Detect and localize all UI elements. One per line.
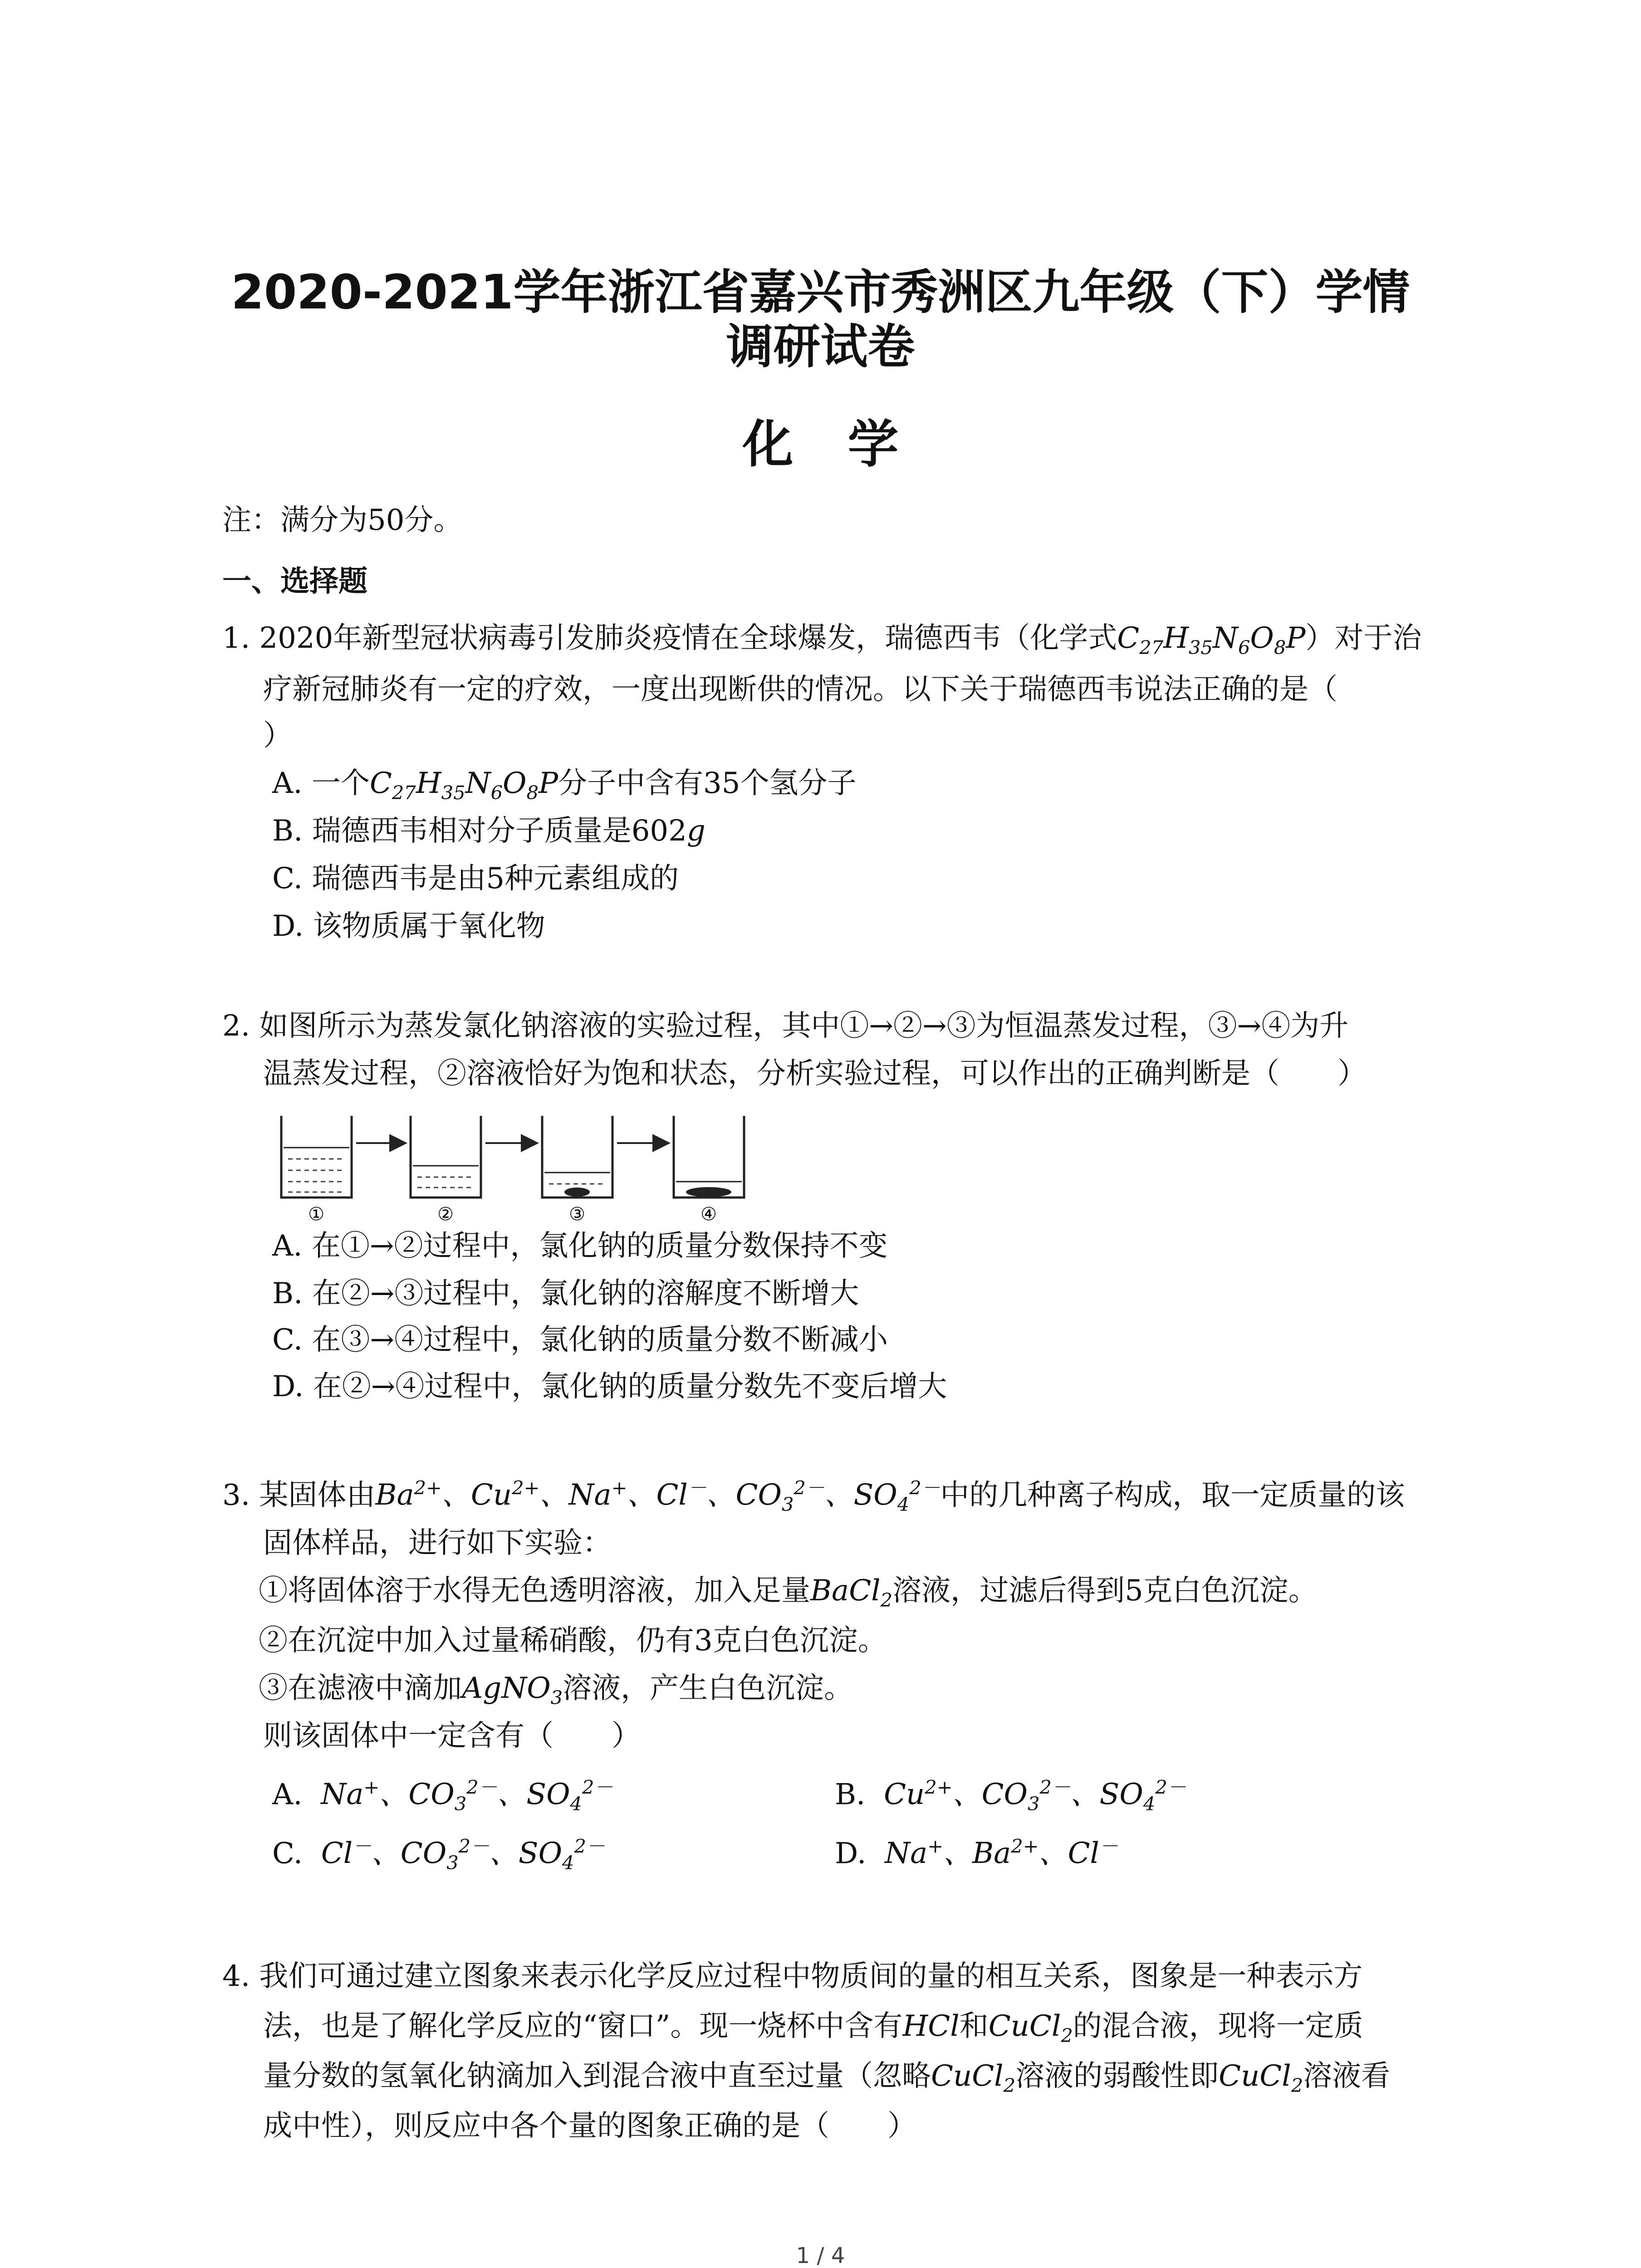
q3-line-1: 3. 某固体由$Ba^{2+}$、$Cu^{2+}$、Na+、Cl－、$CO_3^{2-}$、$SO_4^{2-}$中的几种离子构成，取一定质量的该 [222, 1477, 1405, 1516]
q1-line-3: ） [263, 719, 292, 753]
subject-title: 化学 [742, 415, 953, 474]
title-line-2: 调研试卷 [726, 319, 915, 374]
q4-line-3: 量分数的氢氧化钠滴加入到混合液中直至过量（忽略CuCl$_2$溶液的弱酸性即CuCl$_2$溶液看 [263, 2059, 1391, 2097]
q3-step-3: ③在滤液中滴加AgNO$_3$溶液，产生白色沉淀。 [259, 1672, 853, 1709]
beaker-1 [281, 1116, 352, 1198]
q4-line-1: 4. 我们可通过建立图象来表示化学反应过程中物质间的量的相互关系，图象是一种表示方 [222, 1960, 1363, 1993]
q1-formula: $C_{27}H_{35}N_6O_8P$ [1117, 621, 1306, 659]
q1-line-1: 1. 2020年新型冠状病毒引发肺炎疫情在全球爆发，瑞德西韦（化学式$C_{27}H_{35}N_6O_8P$）对于治 [222, 621, 1422, 659]
q2-option-d: D. 在②→④过程中，氯化钠的质量分数先不变后增大 [272, 1370, 947, 1403]
label-2: ② [437, 1204, 454, 1225]
beaker-3 [542, 1116, 612, 1198]
q3-option-d: D. Na+、$Ba^{2+}$、Cl－ [835, 1835, 1118, 1871]
q3-option-c: C. Cl－、$CO_3^{2-}$、$SO_4^{2-}$ [272, 1835, 605, 1874]
q3-line-2: 固体样品，进行如下实验： [263, 1526, 612, 1560]
label-3: ③ [569, 1204, 585, 1225]
section-title: 一、选择题 [222, 565, 367, 598]
q3-option-b: B. $Cu^{2+}$、$CO_3^{2-}$、$SO_4^{2-}$ [835, 1776, 1186, 1815]
q1-option-a: A. 一个$C_{27}H_{35}N_6O_8P$分子中含有35个氢分子 [272, 767, 857, 804]
q3-option-a: A. Na+、$CO_3^{2-}$、$SO_4^{2-}$ [272, 1776, 613, 1815]
q3-ask: 则该固体中一定含有（ ） [263, 1719, 641, 1753]
label-1: ① [308, 1204, 324, 1225]
q4-line-2: 法，也是了解化学反应的“窗口”。现一烧杯中含有HCl和CuCl$_2$的混合液，现将一定质 [263, 2009, 1363, 2047]
q2-option-c: C. 在③→④过程中，氯化钠的质量分数不断减小 [272, 1323, 888, 1357]
q3-ion-list: $Ba^{2+}$、$Cu^{2+}$、Na+、Cl－、$CO_3^{2-}$、$SO_4^{2-}$ [375, 1477, 941, 1516]
q2-option-b: B. 在②→③过程中，氯化钠的溶解度不断增大 [272, 1277, 859, 1310]
q3-step-2: ②在沉淀中加入过量稀硝酸，仍有3克白色沉淀。 [259, 1624, 887, 1657]
q2-line-1: 2. 如图所示为蒸发氯化钠溶液的实验过程，其中①→②→③为恒温蒸发过程，③→④为升 [222, 1009, 1349, 1043]
q1-option-b: B. 瑞德西韦相对分子质量是602g [272, 814, 705, 848]
evaporation-figure [272, 1107, 762, 1225]
q1-option-d: D. 该物质属于氧化物 [272, 909, 545, 943]
title-line-1: 2020-2021学年浙江省嘉兴市秀洲区九年级（下）学情 [231, 264, 1410, 320]
q4-line-4: 成中性），则反应中各个量的图象正确的是（ ） [263, 2109, 916, 2143]
q3-step-1: ①将固体溶于水得无色透明溶液，加入足量BaCl$_2$溶液，过滤后得到5克白色沉淀。 [259, 1574, 1318, 1611]
q2-line-2: 温蒸发过程，②溶液恰好为饱和状态，分析实验过程，可以作出的正确判断是（ ） [263, 1057, 1367, 1090]
beaker-2 [411, 1116, 481, 1198]
page-number: 1 / 4 [796, 2243, 845, 2268]
beaker-4 [674, 1116, 744, 1198]
q1-option-c: C. 瑞德西韦是由5种元素组成的 [272, 862, 679, 895]
score-note: 注：满分为50分。 [222, 503, 463, 537]
q1-line-2: 疗新冠肺炎有一定的疗效，一度出现断供的情况。以下关于瑞德西韦说法正确的是（ [263, 673, 1337, 706]
label-4: ④ [700, 1204, 717, 1225]
q2-option-a: A. 在①→②过程中，氯化钠的质量分数保持不变 [272, 1229, 888, 1263]
